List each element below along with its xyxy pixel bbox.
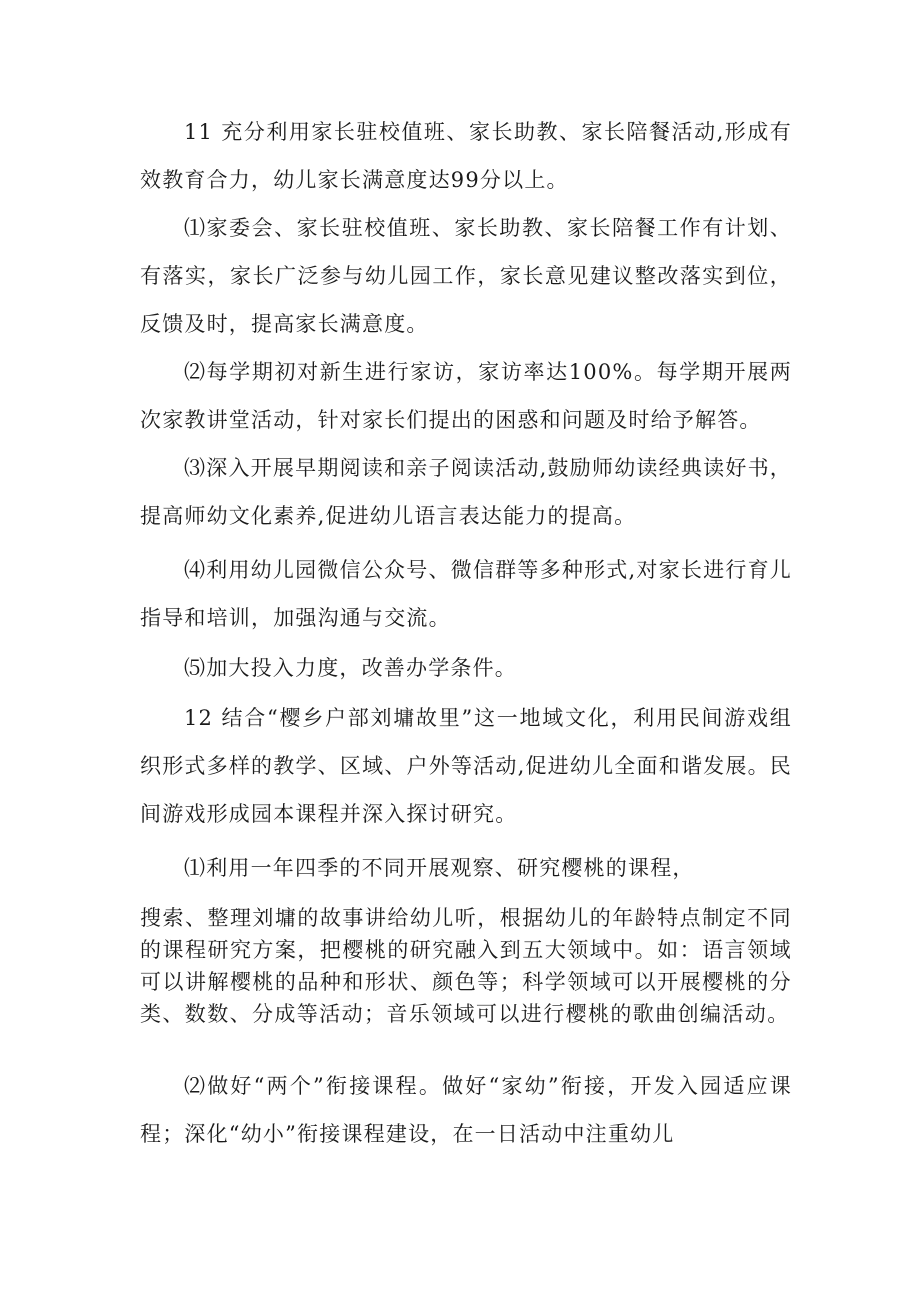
paragraph-12-1-continued: 搜索、整理刘墉的故事讲给幼儿听，根据幼儿的年龄特点制定不同的课程研究方案，把樱桃的研究融入到五大领域中。如：语言领域可以讲解樱桃的品种和形状、颜色等；科学领域可以开展樱桃的分类、数数、分成等活动；音乐领域可以进行樱桃的歌曲创编活动。	[140, 906, 792, 1026]
paragraph-11-4: ⑷利用幼儿园微信公众号、微信群等多种形式,对家长进行育儿指导和培训，加强沟通与交流。	[140, 558, 792, 630]
paragraph-11-1: ⑴家委会、家长驻校值班、家长助教、家长陪餐工作有计划、有落实，家长广泛参与幼儿园工作，家长意见建议整改落实到位，反馈及时，提高家长满意度。	[140, 216, 792, 336]
paragraph-12-2: ⑵做好“两个”衔接课程。做好“家幼”衔接，开发入园适应课程；深化“幼小”衔接课程建设，在一日活动中注重幼儿	[140, 1074, 792, 1146]
paragraph-11-2: ⑵每学期初对新生进行家访，家访率达100%。每学期开展两次家教讲堂活动，针对家长们提出的困惑和问题及时给予解答。	[140, 360, 792, 432]
paragraph-12-1: ⑴利用一年四季的不同开展观察、研究樱桃的课程，	[184, 856, 695, 880]
paragraph-11: 11 充分利用家长驻校值班、家长助教、家长陪餐活动,形成有效教育合力，幼儿家长满意度达99分以上。	[140, 120, 792, 192]
paragraph-12: 12 结合“樱乡户部刘墉故里”这一地域文化，利用民间游戏组织形式多样的教学、区域、户外等活动,促进幼儿全面和谐发展。民间游戏形成园本课程并深入探讨研究。	[140, 706, 792, 826]
paragraph-11-3: ⑶深入开展早期阅读和亲子阅读活动,鼓励师幼读经典读好书，提高师幼文化素养,促进幼儿语言表达能力的提高。	[140, 456, 792, 528]
paragraph-11-5: ⑸加大投入力度，改善办学条件。	[184, 656, 517, 680]
